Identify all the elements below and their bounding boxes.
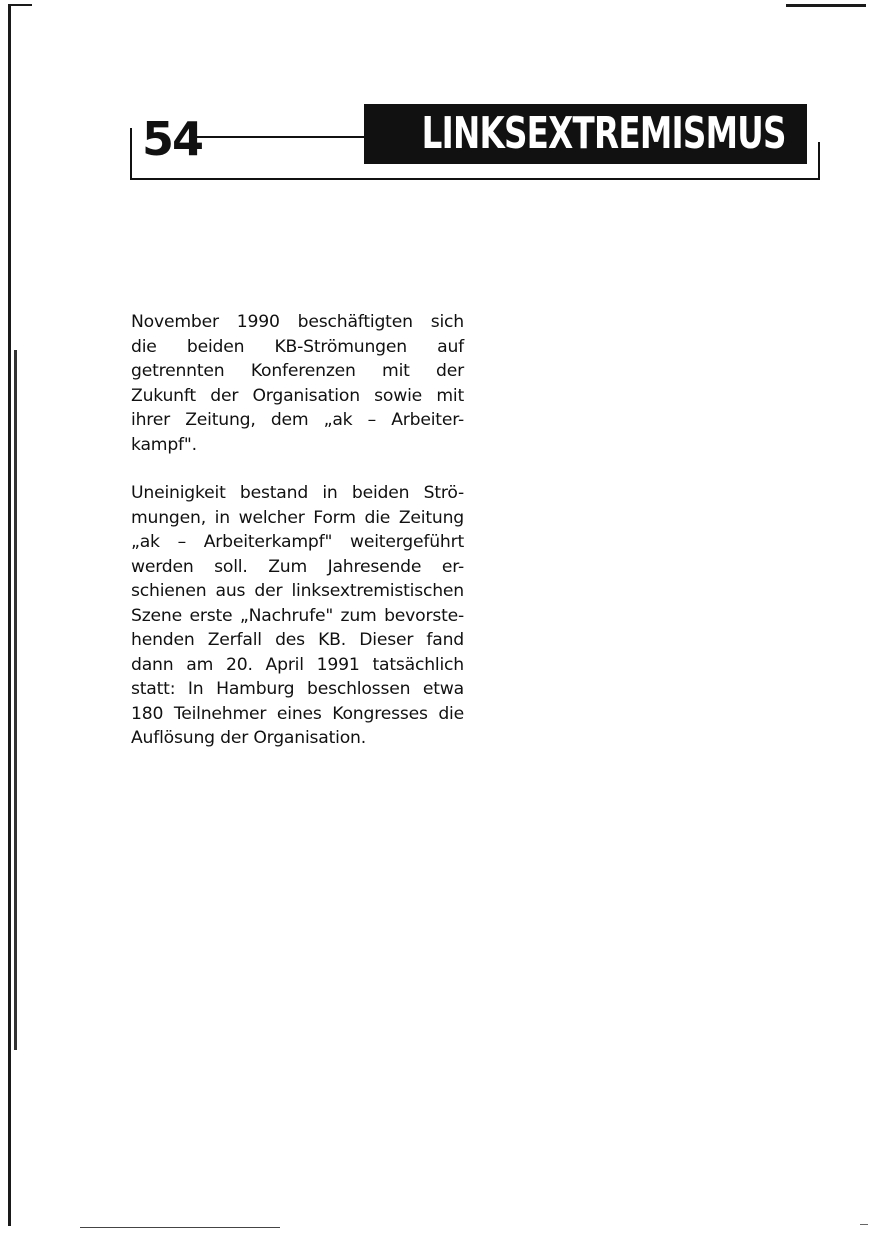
text-line: Auflösung der Organisation.: [131, 728, 366, 748]
scan-mark-bottom-right: [860, 1224, 868, 1225]
scan-edge-corner: [8, 4, 32, 6]
text-line: Szene erste „Nachrufe" zum bevorste-: [131, 605, 464, 626]
text-line: 180 Teilnehmer eines Kongresses die: [131, 703, 464, 724]
text-line: werden soll. Zum Jahresende er-: [131, 556, 464, 577]
text-line: mungen, in welcher Form die Zeitung: [131, 507, 464, 528]
scan-shadow-left: [14, 350, 17, 1050]
section-title: LINKSEXTREMISMUS: [421, 108, 786, 159]
text-line: „ak – Arbeiterkampf" weitergeführt: [131, 532, 464, 552]
text-line: die beiden KB-Strömungen auf: [131, 336, 464, 357]
header-rule: [195, 136, 365, 138]
text-line: dann am 20. April 1991 tatsächlich: [131, 654, 464, 675]
text-line: ihrer Zeitung, dem „ak – Arbeiter-: [131, 410, 464, 430]
page-number: 54: [142, 112, 203, 166]
section-title-banner: [364, 104, 807, 164]
header-tick: [130, 128, 132, 144]
text-line: statt: In Hamburg beschlossen etwa: [131, 679, 464, 699]
text-line: Uneinigkeit bestand in beiden Strö-: [131, 483, 464, 503]
paragraph: [131, 310, 464, 457]
scan-edge-bottom: [80, 1227, 280, 1228]
text-line: henden Zerfall des KB. Dieser fand: [131, 630, 464, 650]
text-column: [131, 310, 464, 775]
text-line: kampf".: [131, 434, 197, 455]
paragraph: [131, 481, 464, 751]
text-line: getrennten Konferenzen mit der: [131, 361, 464, 381]
text-line: November 1990 beschäftigten sich: [131, 312, 464, 332]
text-line: Zukunft der Organisation sowie mit: [131, 385, 464, 406]
scan-edge-top-right: [786, 4, 866, 7]
scan-edge-left: [8, 4, 11, 1226]
text-line: schienen aus der linksextremistischen: [131, 581, 464, 601]
